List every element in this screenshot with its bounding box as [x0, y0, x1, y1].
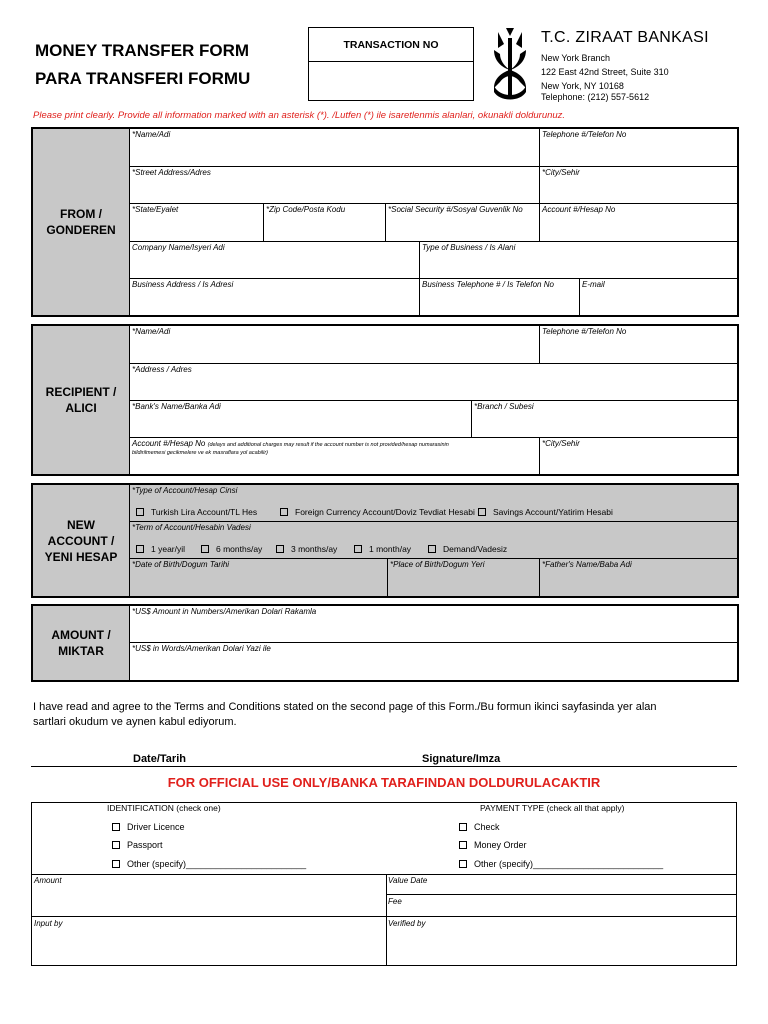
from-email-field[interactable]: E-mail: [582, 280, 605, 289]
amount-side-label: AMOUNT / MIKTAR: [33, 606, 130, 680]
from-side-label: FROM / GONDEREN: [33, 129, 130, 315]
checkbox-icon: [136, 508, 144, 516]
recipient-account-field[interactable]: Account #/Hesap No (delays and additional charges may result if the account number is not provided/hesap numarasinin bildirilmemesi gecikmelere ve ek masraflara yol acabilir): [130, 438, 540, 474]
recipient-side-label: RECIPIENT / ALICI: [33, 326, 130, 474]
pay-check-option[interactable]: Check: [459, 822, 500, 832]
from-street-field[interactable]: *Street Address/Adres: [130, 167, 540, 204]
father-name-field[interactable]: *Father's Name/Baba Adi: [540, 559, 737, 596]
term-6-months-option[interactable]: 6 months/ay: [201, 544, 262, 554]
pay-money-order-option[interactable]: Money Order: [459, 840, 527, 850]
form-title-tr: PARA TRANSFERI FORMU: [35, 69, 251, 88]
value-date-field[interactable]: Value Date: [388, 876, 428, 885]
checkbox-icon: [428, 545, 436, 553]
signature-line[interactable]: [31, 766, 737, 767]
checkbox-icon: [459, 823, 467, 831]
verified-by-field[interactable]: Verified by: [388, 919, 426, 928]
recipient-city-field[interactable]: *City/Sehir: [542, 439, 580, 448]
id-driver-licence-option[interactable]: Driver Licence: [112, 822, 185, 832]
checkbox-icon: [478, 508, 486, 516]
checkbox-icon: [136, 545, 144, 553]
recipient-bank-field[interactable]: *Bank's Name/Banka Adi: [130, 401, 472, 438]
checkbox-icon: [354, 545, 362, 553]
term-1-year-option[interactable]: 1 year/yil: [136, 544, 185, 554]
checkbox-icon: [280, 508, 288, 516]
checkbox-icon: [201, 545, 209, 553]
from-company-field[interactable]: Company Name/Isyeri Adi: [130, 242, 420, 279]
dob-field[interactable]: *Date of Birth/Dogum Tarihi: [130, 559, 388, 596]
pob-field[interactable]: *Place of Birth/Dogum Yeri: [388, 559, 540, 596]
input-by-field[interactable]: Input by: [34, 919, 63, 928]
official-vertical-divider: [386, 874, 387, 965]
recipient-section: [31, 324, 739, 476]
bank-city: New York, NY 10168: [541, 81, 624, 91]
signature-label: Signature/Imza: [422, 753, 501, 765]
official-divider: [32, 874, 736, 875]
bank-telephone: Telephone: (212) 557-5612: [541, 92, 650, 102]
amount-section: [31, 604, 739, 682]
account-term-row: *Term of Account/Hesabin Vadesi 1 year/yil 6 months/ay 3 months/ay 1 month/ay Demand/Vadesiz: [130, 522, 737, 559]
transaction-number-field[interactable]: [308, 61, 474, 101]
checkbox-icon: [459, 841, 467, 849]
input-divider: [32, 916, 736, 917]
checkbox-icon: [112, 860, 120, 868]
from-business-address-field[interactable]: Business Address / Is Adresi: [130, 279, 420, 315]
checkbox-icon: [459, 860, 467, 868]
agreement-line-2: sartlari okudum ve aynen kabul ediyorum.: [33, 716, 237, 728]
term-1-month-option[interactable]: 1 month/ay: [354, 544, 411, 554]
from-section: [31, 127, 739, 317]
amount-numbers-field[interactable]: *US$ Amount in Numbers/Amerikan Dolari Rakamla: [130, 606, 737, 643]
id-other-option[interactable]: Other (specify)________________________: [112, 859, 306, 869]
official-amount-field[interactable]: Amount: [34, 876, 62, 885]
identification-heading: IDENTIFICATION (check one): [107, 803, 221, 813]
from-business-phone-field[interactable]: Business Telephone # / Is Telefon No: [420, 279, 580, 315]
type-savings-option[interactable]: Savings Account/Yatirim Hesabi: [478, 507, 613, 517]
form-title-en: MONEY TRANSFER FORM: [35, 41, 250, 60]
checkbox-icon: [112, 823, 120, 831]
official-use-heading: FOR OFFICIAL USE ONLY/BANKA TARAFINDAN DOLDURULACAKTIR: [167, 775, 601, 790]
id-passport-option[interactable]: Passport: [112, 840, 163, 850]
from-business-type-field[interactable]: Type of Business / Is Alani: [420, 242, 737, 279]
transaction-label: TRANSACTION NO: [343, 39, 439, 51]
from-ssn-field[interactable]: *Social Security #/Sosyal Guvenlik No: [386, 204, 540, 242]
bank-name: T.C. ZIRAAT BANKASI: [541, 29, 709, 46]
new-account-section: [31, 483, 739, 598]
type-tl-option[interactable]: Turkish Lira Account/TL Hes: [136, 507, 257, 517]
instruction-note: Please print clearly. Provide all information marked with an asterisk (*). /Lutfen (*) ile isaretlenmis alanlari, okunakli doldurunuz.: [33, 110, 566, 121]
account-type-row: *Type of Account/Hesap Cinsi Turkish Lira Account/TL Hes Foreign Currency Account/Doviz Tevdiat Hesabi Savings Account/Yatirim Hesabi: [130, 485, 737, 522]
recipient-branch-field[interactable]: *Branch / Subesi: [472, 401, 737, 438]
recipient-name-field[interactable]: *Name/Adi: [130, 326, 540, 364]
amount-words-field[interactable]: *US$ in Words/Amerikan Dolari Yazi ile: [132, 644, 271, 653]
date-label: Date/Tarih: [133, 753, 186, 765]
transaction-label-box: [308, 27, 474, 62]
bank-street: 122 East 42nd Street, Suite 310: [541, 67, 669, 77]
type-fx-option[interactable]: Foreign Currency Account/Doviz Tevdiat Hesabi: [280, 507, 475, 517]
from-state-field[interactable]: *State/Eyalet: [130, 204, 264, 242]
payment-type-heading: PAYMENT TYPE (check all that apply): [480, 803, 625, 813]
checkbox-icon: [276, 545, 284, 553]
recipient-address-field[interactable]: *Address / Adres: [130, 364, 737, 401]
from-phone-field[interactable]: Telephone #/Telefon No: [540, 129, 737, 167]
from-city-field[interactable]: *City/Sehir: [540, 167, 737, 204]
new-account-side-label: NEW ACCOUNT / YENI HESAP: [33, 485, 130, 596]
checkbox-icon: [112, 841, 120, 849]
value-fee-divider: [386, 894, 736, 895]
pay-other-option[interactable]: Other (specify)__________________________: [459, 859, 663, 869]
agreement-line-1: I have read and agree to the Terms and Conditions stated on the second page of this Form./Bu formun ikinci sayfasinda yer alan: [33, 701, 657, 713]
bank-logo-icon: [490, 26, 530, 102]
official-use-box: [31, 802, 737, 966]
term-3-months-option[interactable]: 3 months/ay: [276, 544, 337, 554]
term-demand-option[interactable]: Demand/Vadesiz: [428, 544, 507, 554]
from-zip-field[interactable]: *Zip Code/Posta Kodu: [264, 204, 386, 242]
from-account-field[interactable]: Account #/Hesap No: [540, 204, 737, 242]
recipient-phone-field[interactable]: Telephone #/Telefon No: [540, 326, 737, 364]
from-name-field[interactable]: *Name/Adi: [130, 129, 540, 167]
bank-branch: New York Branch: [541, 53, 611, 63]
fee-field[interactable]: Fee: [388, 897, 402, 906]
